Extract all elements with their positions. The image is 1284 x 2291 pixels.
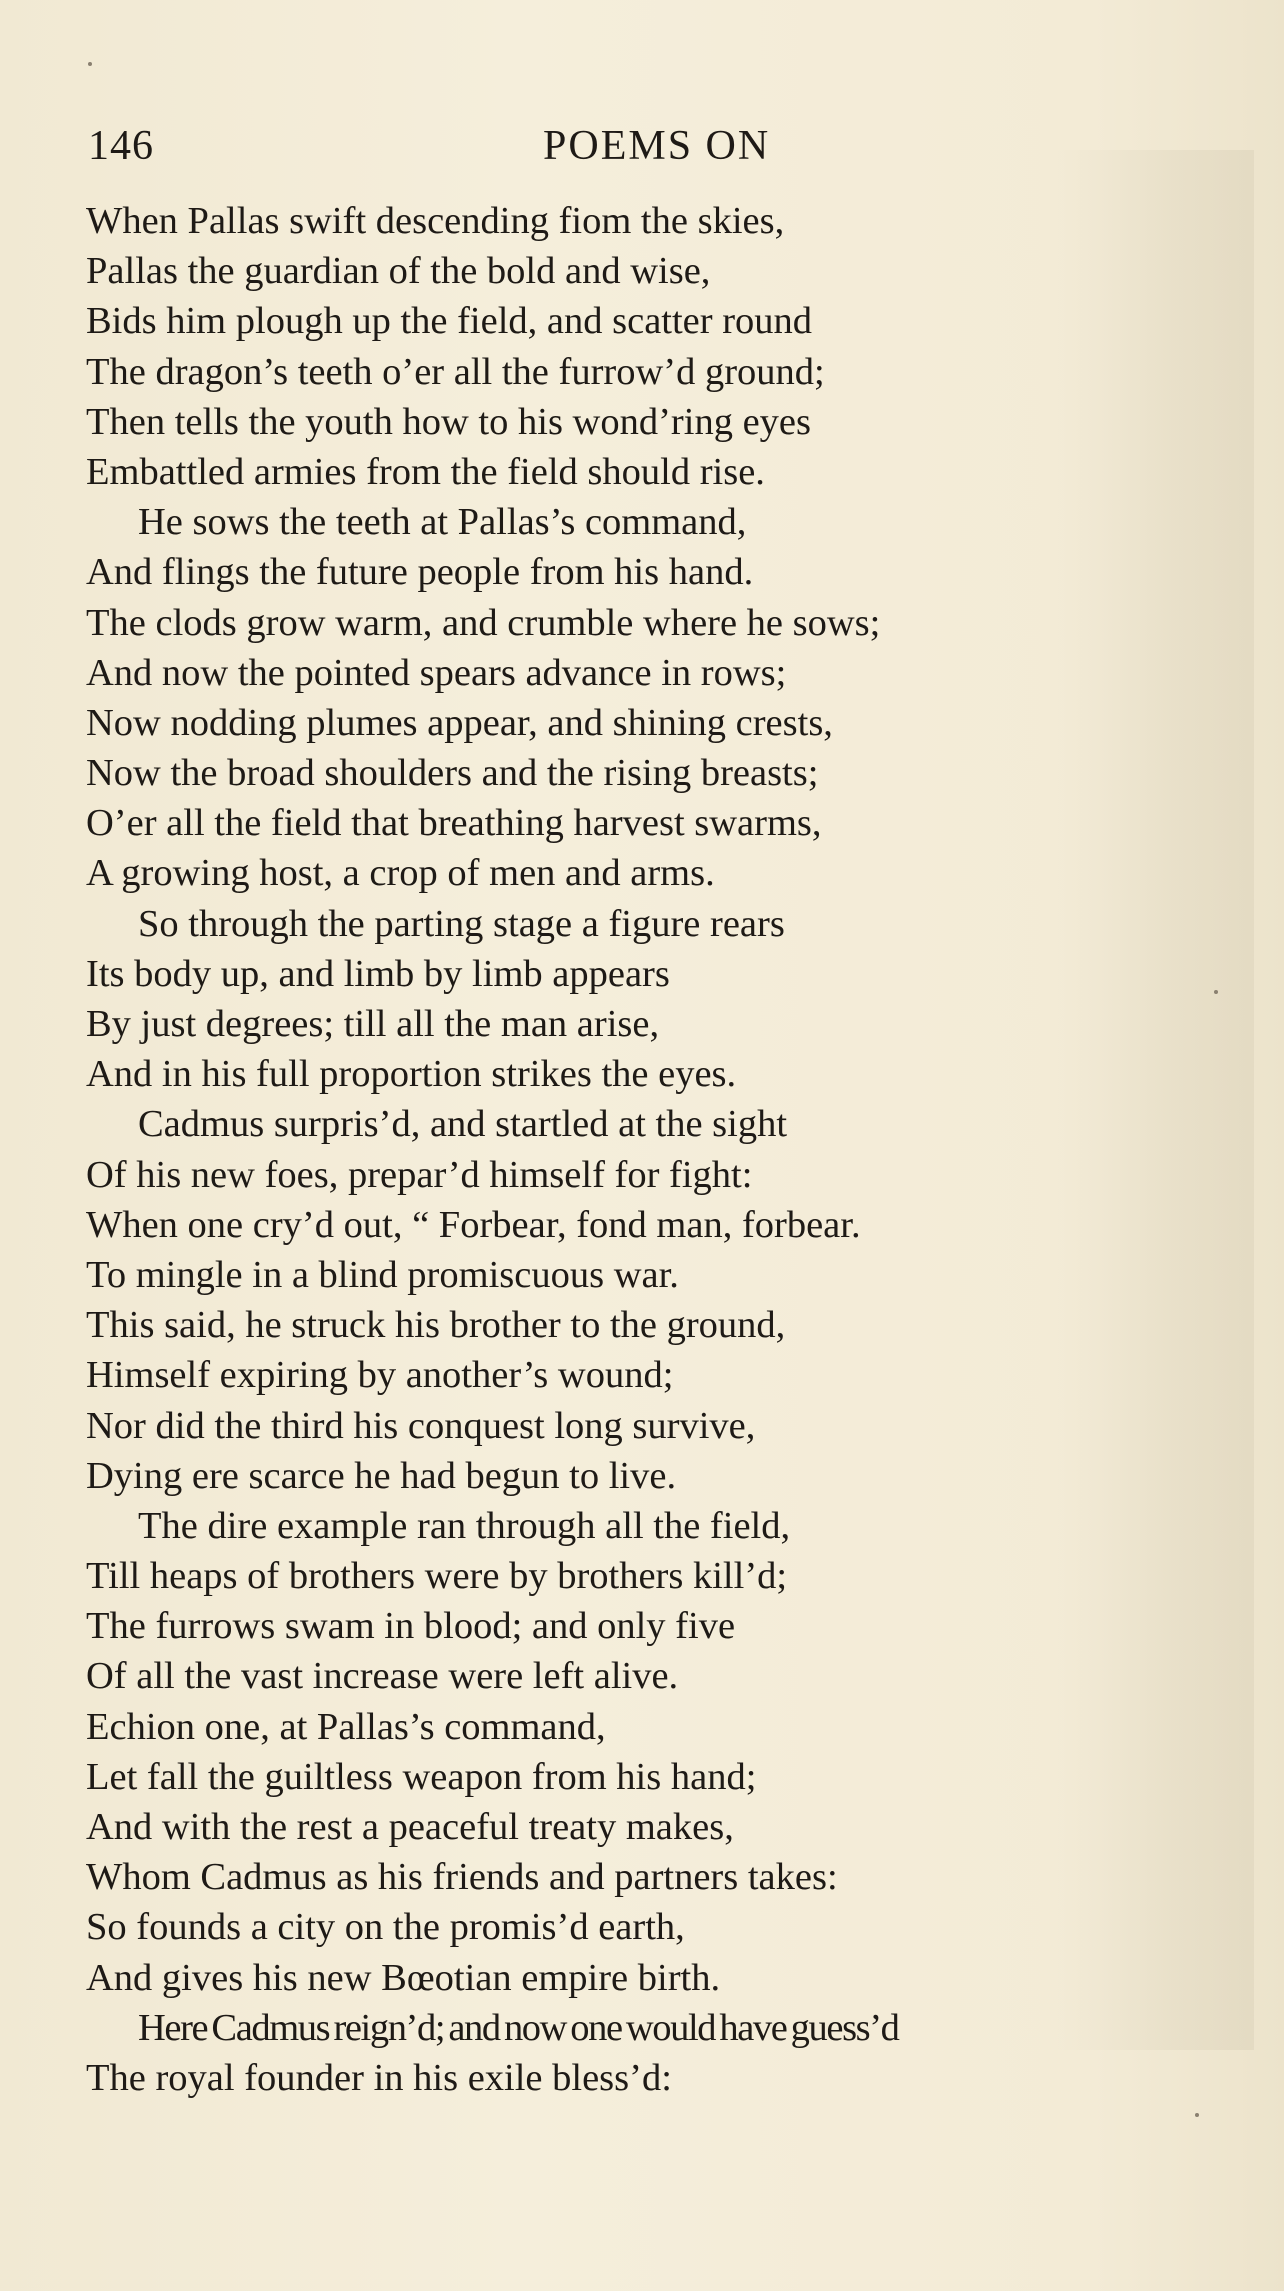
running-title: POEMS ON <box>543 123 771 169</box>
verse-line: Echion one, at Pallas’s command, <box>86 1705 606 1748</box>
poem-text <box>86 196 1206 2103</box>
verse-line: So through the parting stage a figure rears <box>138 902 785 945</box>
paper-speck <box>1214 990 1218 994</box>
verse-line: To mingle in a blind promiscuous war. <box>86 1253 679 1296</box>
verse-line: Bids him plough up the field, and scatter round <box>86 300 813 343</box>
verse-line: A growing host, a crop of men and arms. <box>86 852 715 895</box>
verse-line: And with the rest a peaceful treaty makes, <box>86 1806 734 1848</box>
verse-line: When one cry’d out, “ Forbear, fond man, forbear. <box>86 1203 861 1246</box>
verse-line: Of his new foes, prepar’d himself for fight: <box>86 1153 753 1196</box>
paper-speck <box>1195 2113 1199 2117</box>
verse-line: And gives his new Bœotian empire birth. <box>86 1956 721 1999</box>
verse-line: Here Cadmus reign’d; and now one would have guess’d <box>138 2006 899 2049</box>
page-number: 146 <box>88 123 154 169</box>
verse-line: And flings the future people from his hand. <box>86 551 754 594</box>
verse-line: Then tells the youth how to his wond’ring eyes <box>86 400 811 443</box>
verse-line: He sows the teeth at Pallas’s command, <box>138 501 747 544</box>
verse-line: Till heaps of brothers were by brothers kill’d; <box>86 1555 788 1598</box>
verse-line: Cadmus surpris’d, and startled at the sight <box>138 1103 788 1146</box>
verse-line: The dragon’s teeth o’er all the furrow’d ground; <box>86 350 825 393</box>
verse-line: The royal founder in his exile bless’d: <box>86 2056 672 2099</box>
verse-line: So founds a city on the promis’d earth, <box>86 1906 685 1949</box>
verse-line: Let fall the guiltless weapon from his hand; <box>86 1755 757 1798</box>
running-head <box>88 122 1198 182</box>
verse-line: The furrows swam in blood; and only five <box>86 1605 736 1648</box>
verse-line: Himself expiring by another’s wound; <box>86 1354 674 1397</box>
verse-line: O’er all the field that breathing harvest swarms, <box>86 802 822 845</box>
verse-line: Embattled armies from the field should rise. <box>86 450 765 493</box>
verse-line: Now the broad shoulders and the rising breasts; <box>86 752 819 795</box>
verse-line: Now nodding plumes appear, and shining crests, <box>86 701 833 744</box>
verse-line: Dying ere scarce he had begun to live. <box>86 1454 677 1497</box>
verse-line: Its body up, and limb by limb appears <box>86 952 670 995</box>
verse-line: The dire example ran through all the field, <box>138 1504 791 1547</box>
verse-line: By just degrees; till all the man arise, <box>86 1003 660 1045</box>
verse-line: And now the pointed spears advance in rows; <box>86 651 787 694</box>
verse-line: Of all the vast increase were left alive. <box>86 1655 679 1698</box>
verse-line: This said, he struck his brother to the ground, <box>86 1304 786 1347</box>
verse-line: Nor did the third his conquest long survive, <box>86 1404 756 1447</box>
verse-line: And in his full proportion strikes the eyes. <box>86 1053 737 1096</box>
verse-line: Pallas the guardian of the bold and wise, <box>86 250 711 293</box>
verse-line: When Pallas swift descending fiom the skies, <box>86 200 785 242</box>
verse-line: Whom Cadmus as his friends and partners takes: <box>86 1856 838 1899</box>
verse-line: The clods grow warm, and crumble where he sows; <box>86 601 881 644</box>
paper-speck <box>88 62 92 66</box>
